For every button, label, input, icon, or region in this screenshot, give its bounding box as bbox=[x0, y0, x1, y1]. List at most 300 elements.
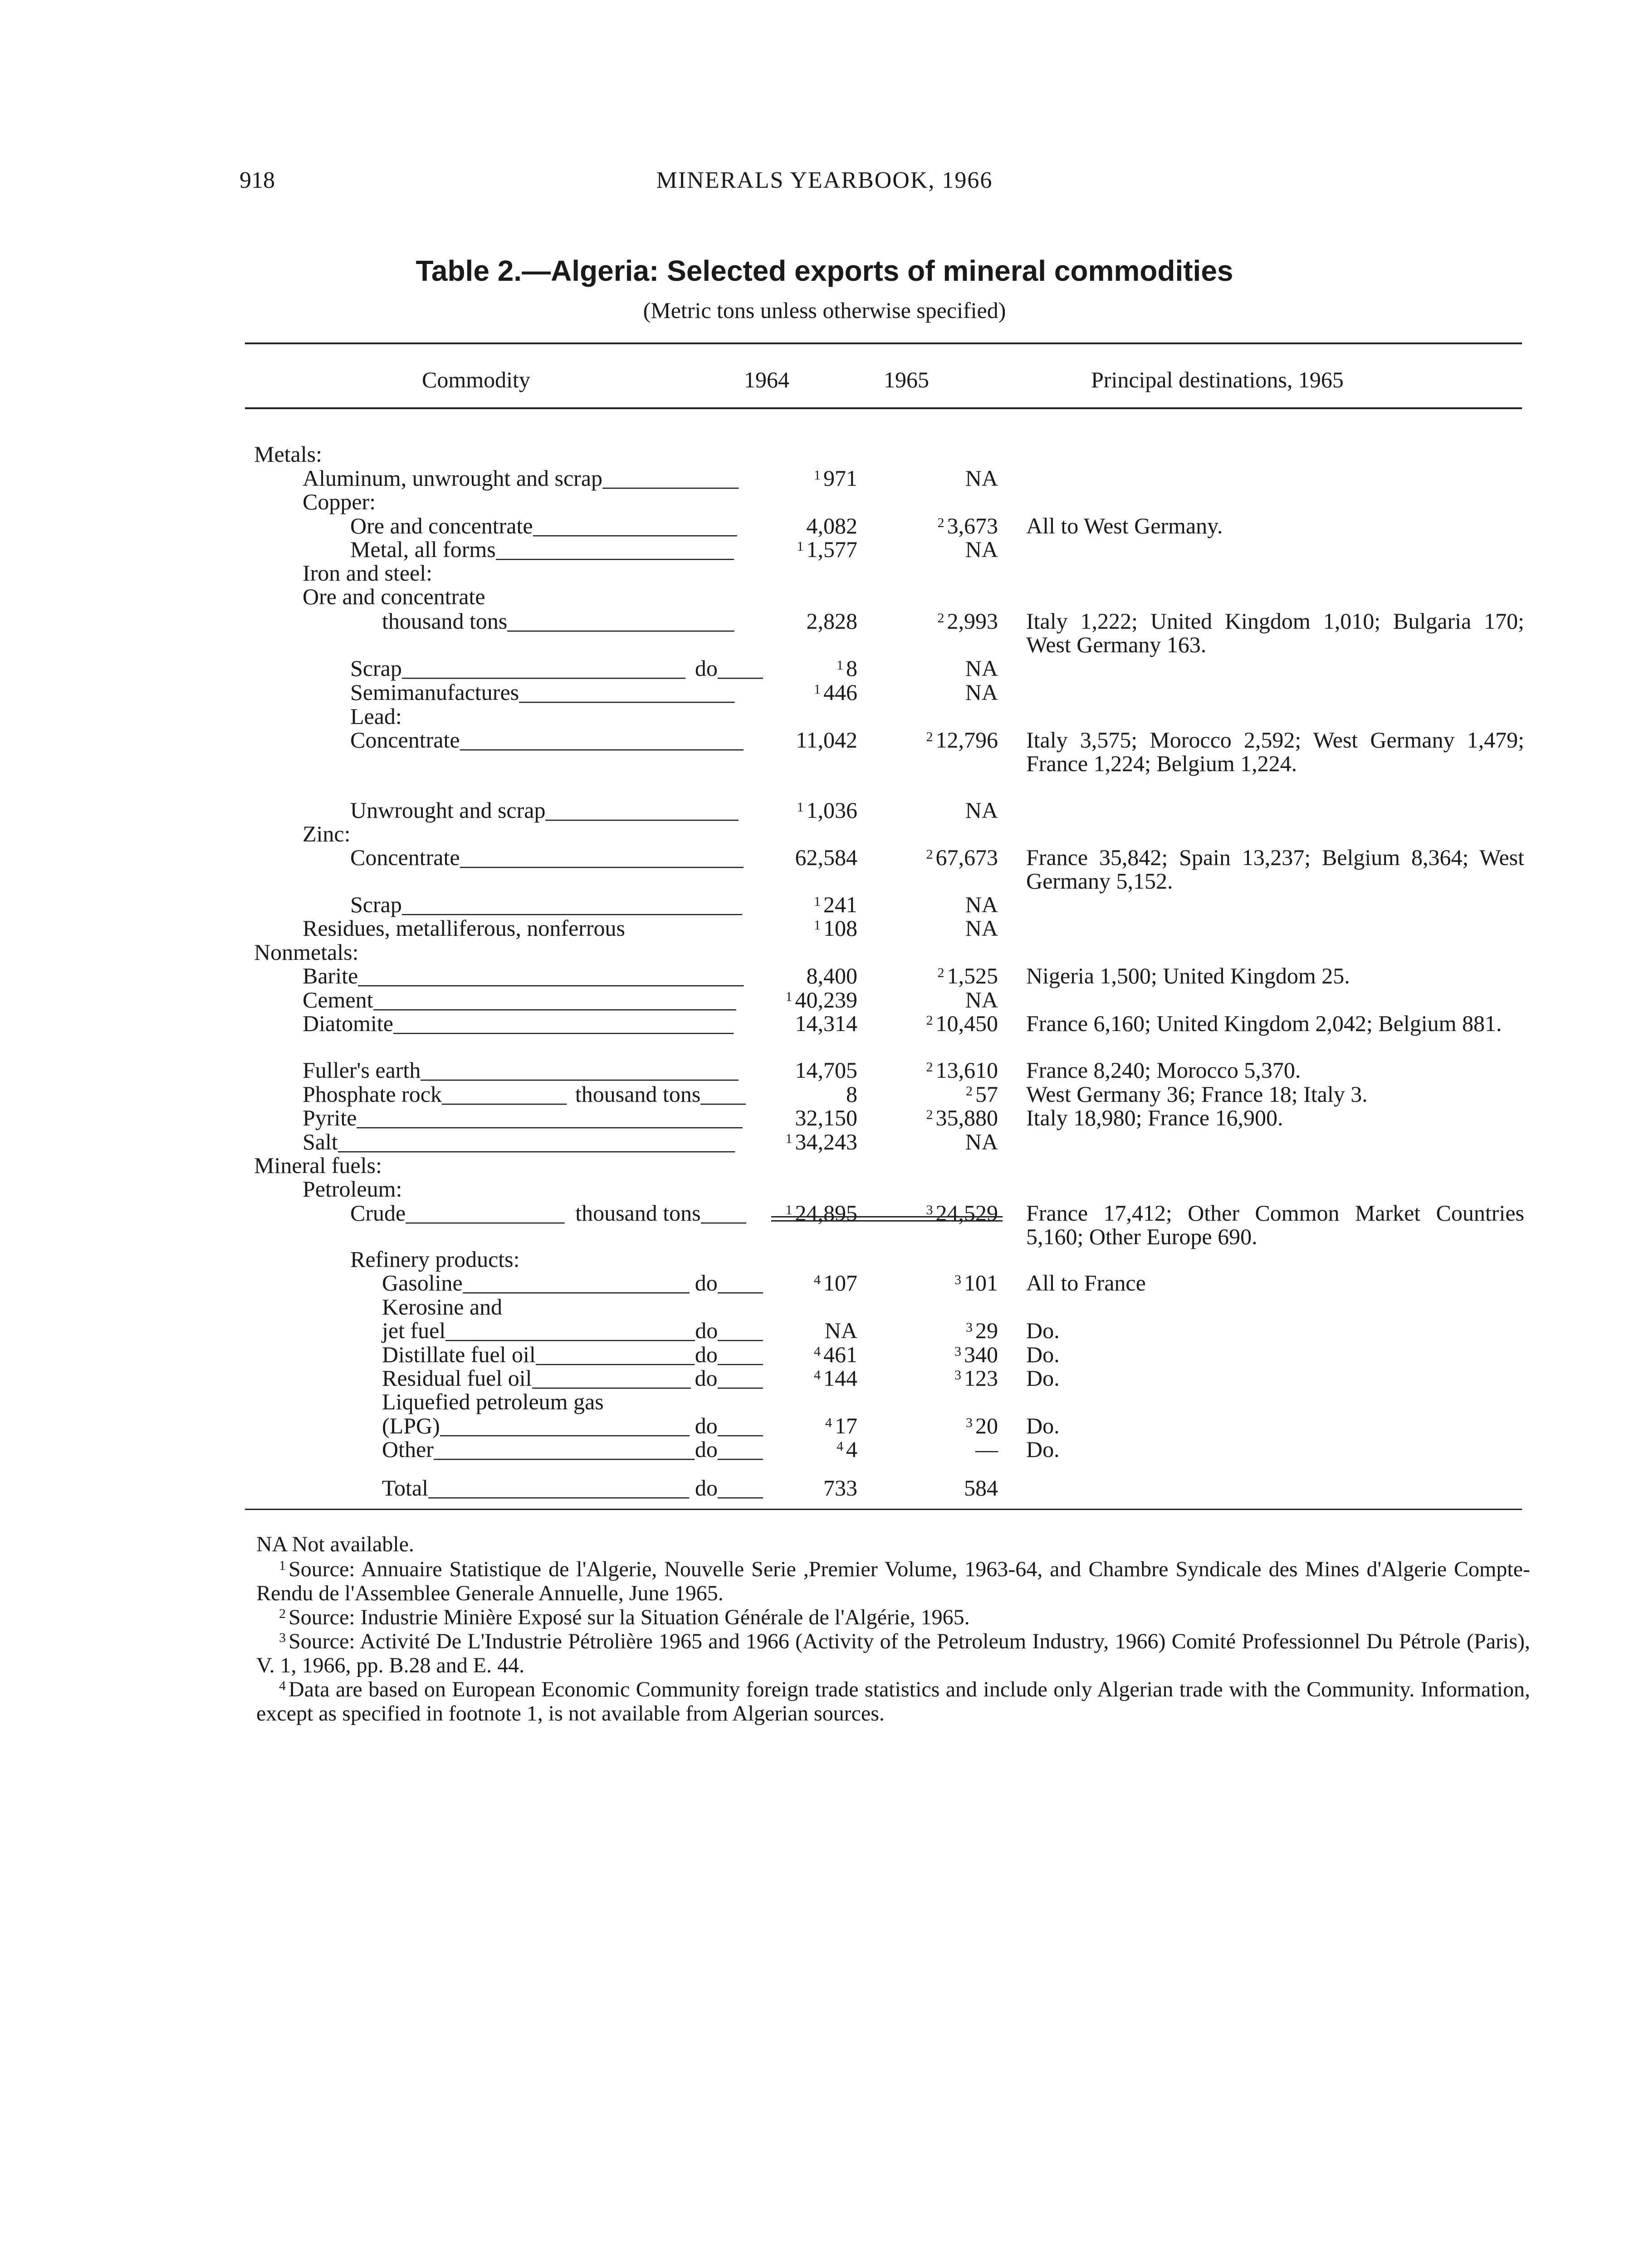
table-row bbox=[0, 1106, 1649, 1129]
dot-leader: _________________________ bbox=[401, 656, 685, 680]
commodity-cell bbox=[350, 728, 744, 752]
table-row bbox=[0, 514, 1649, 538]
value-1964: 17 bbox=[835, 1413, 857, 1438]
value-1964-cell bbox=[786, 1130, 858, 1154]
table-row bbox=[0, 1366, 1649, 1390]
dot-leader: _______________________ bbox=[433, 1437, 695, 1461]
running-title: MINERALS YEARBOOK, 1966 bbox=[656, 167, 993, 193]
value-1965-cell bbox=[965, 916, 998, 940]
value-1965: 584 bbox=[964, 1475, 998, 1501]
value-1964-cell bbox=[814, 1366, 857, 1390]
commodity-label: Metal, all forms bbox=[350, 537, 496, 562]
dot-leader: _________________ bbox=[545, 798, 739, 822]
commodity-label: Unwrought and scrap bbox=[350, 797, 546, 823]
commodity-label: Lead: bbox=[350, 704, 402, 729]
column-header-destinations: Principal destinations, 1965 bbox=[1091, 367, 1344, 392]
table-row bbox=[0, 1319, 1649, 1342]
dot-leader: ____ bbox=[717, 1271, 763, 1295]
value-1964-cell bbox=[814, 893, 857, 916]
value-1964: 241 bbox=[823, 892, 857, 917]
unit-label: thousand tons bbox=[575, 1200, 701, 1226]
value-1964-cell bbox=[823, 1476, 857, 1500]
table-row bbox=[0, 585, 1649, 608]
commodity-cell bbox=[303, 466, 744, 490]
footnote bbox=[256, 1677, 1530, 1725]
commodity-cell bbox=[303, 964, 744, 987]
unit-label: do bbox=[695, 1270, 718, 1295]
value-1964-cell bbox=[795, 1106, 858, 1129]
value-1965: NA bbox=[965, 797, 998, 823]
value-1965: 29 bbox=[975, 1318, 998, 1343]
value-1964-cell bbox=[837, 1437, 857, 1461]
commodity-cell bbox=[350, 893, 744, 916]
value-1964: 8 bbox=[846, 1081, 857, 1107]
value-1965-cell bbox=[926, 1012, 998, 1035]
footnote-ref: 2 bbox=[937, 515, 944, 530]
destinations-cell: All to France bbox=[1026, 1270, 1146, 1295]
value-1965-cell bbox=[965, 798, 998, 822]
table-row bbox=[0, 727, 1649, 776]
table-row bbox=[0, 845, 1649, 894]
table-row bbox=[0, 1271, 1649, 1295]
value-1965: NA bbox=[965, 915, 998, 941]
commodity-cell bbox=[382, 609, 744, 633]
commodity-label: Nonmetals: bbox=[254, 939, 359, 965]
table-row bbox=[0, 656, 1649, 680]
value-1964-cell bbox=[786, 988, 858, 1012]
footnote-ref: 3 bbox=[966, 1415, 973, 1430]
footnote-text: Data are based on European Economic Community foreign trade statistics and include only Algerian trade with the Community. Information, except as specified in footnote 1, is not available from Algerian sources. bbox=[256, 1677, 1530, 1725]
value-1964: 446 bbox=[823, 679, 857, 705]
table-row bbox=[0, 538, 1649, 561]
commodity-label: Other bbox=[382, 1437, 434, 1462]
value-1965-cell bbox=[954, 1366, 998, 1390]
commodity-label: Concentrate bbox=[350, 845, 460, 870]
table-row bbox=[0, 608, 1649, 657]
dot-leader: ____ bbox=[718, 1319, 763, 1342]
table-row bbox=[0, 1058, 1649, 1082]
dot-leader: ______________________ bbox=[440, 1414, 690, 1437]
commodity-label: Cement bbox=[303, 987, 373, 1012]
commodity-label: Kerosine and bbox=[382, 1294, 503, 1320]
footnote-ref: 2 bbox=[926, 847, 933, 862]
value-1965-cell bbox=[965, 538, 998, 561]
value-1965: NA bbox=[965, 537, 998, 562]
dot-leader: ____ bbox=[717, 1343, 763, 1366]
footnote-text: Source: Activité De L'Industrie Pétrolière 1965 and 1966 (Activity of the Petroleum Industry, 1966) Comité Professionnel Du Pétrole (Paris), V. 1, 1966, pp. B.28 and E. 44. bbox=[256, 1629, 1530, 1677]
commodity-label: Aluminum, unwrought and scrap bbox=[303, 465, 603, 491]
commodity-label: Metals: bbox=[254, 441, 322, 467]
footnote-text: Source: Industrie Minière Exposé sur la Situation Générale de l'Algérie, 1965. bbox=[289, 1605, 970, 1629]
page-number: 918 bbox=[240, 167, 275, 193]
commodity-cell bbox=[303, 916, 625, 940]
value-1965: NA bbox=[965, 987, 998, 1012]
value-1965-cell bbox=[966, 1319, 998, 1342]
commodity-cell bbox=[303, 1130, 744, 1154]
footnote-mark: 3 bbox=[279, 1630, 286, 1645]
table-row bbox=[0, 1437, 1649, 1461]
dot-leader: _______________________ bbox=[428, 1476, 690, 1500]
dot-leader: _________________________ bbox=[460, 846, 744, 869]
value-1965-cell bbox=[965, 893, 998, 916]
table-subtitle: (Metric tons unless otherwise specified) bbox=[643, 298, 1006, 323]
footnote-ref: 1 bbox=[797, 800, 804, 815]
value-1965: NA bbox=[965, 465, 998, 491]
commodity-label: Copper: bbox=[303, 489, 376, 514]
footnote bbox=[256, 1605, 1530, 1629]
value-1965: 10,450 bbox=[935, 1011, 998, 1036]
commodity-cell bbox=[350, 846, 744, 869]
commodity-cell bbox=[382, 1343, 763, 1366]
table-row bbox=[0, 1476, 1649, 1500]
value-1964: 14,705 bbox=[795, 1057, 857, 1083]
commodity-label: Petroleum: bbox=[303, 1176, 402, 1202]
dot-leader: ______________________________ bbox=[401, 893, 742, 916]
commodity-cell bbox=[303, 561, 432, 585]
dot-leader: _________________________ bbox=[460, 728, 744, 752]
dot-leader: ____ bbox=[700, 1082, 746, 1106]
value-1965-cell bbox=[975, 1437, 998, 1461]
commodity-label: Gasoline bbox=[382, 1270, 463, 1295]
table-title: Table 2.—Algeria: Selected exports of mineral commodities bbox=[416, 254, 1233, 287]
table-bottom-rule bbox=[245, 1509, 1522, 1510]
value-1965: 57 bbox=[975, 1081, 998, 1107]
table-row bbox=[0, 442, 1649, 466]
value-1965: 2,993 bbox=[947, 608, 998, 634]
destinations-cell: Italy 18,980; France 16,900. bbox=[1026, 1105, 1283, 1130]
table-notes bbox=[256, 1532, 1530, 1725]
value-1964: 8,400 bbox=[806, 963, 857, 988]
footnote-ref: 2 bbox=[926, 1013, 933, 1028]
commodity-label: Residual fuel oil bbox=[382, 1365, 532, 1391]
dot-leader: ____ bbox=[717, 1437, 763, 1461]
na-note: NA Not available. bbox=[256, 1532, 414, 1556]
unit-label: do bbox=[695, 1342, 718, 1367]
value-1964-cell bbox=[795, 846, 858, 869]
footnote-ref: 2 bbox=[926, 729, 933, 744]
value-1964-cell bbox=[837, 656, 857, 680]
footnote-ref: 1 bbox=[785, 1202, 793, 1217]
value-1965: 123 bbox=[964, 1365, 998, 1391]
dot-leader: ___________ bbox=[441, 1082, 567, 1106]
value-1965: 1,525 bbox=[947, 963, 998, 988]
table-row bbox=[0, 1414, 1649, 1437]
column-header-1965: 1965 bbox=[884, 367, 929, 392]
commodity-label: Ore and concentrate bbox=[303, 584, 485, 609]
footnote-list bbox=[256, 1557, 1530, 1725]
footnote bbox=[256, 1557, 1530, 1605]
dot-leader: ______________________ bbox=[445, 1319, 695, 1342]
footnote-ref: 2 bbox=[926, 1107, 933, 1122]
destinations-cell: Italy 1,222; United Kingdom 1,010; Bulgaria 170; West Germany 163. bbox=[1026, 608, 1524, 657]
dot-leader: ____ bbox=[718, 1476, 763, 1500]
value-1964: 107 bbox=[823, 1270, 857, 1295]
footnote-ref: 3 bbox=[926, 1202, 933, 1217]
value-1965-cell bbox=[954, 1343, 998, 1366]
value-1965: 340 bbox=[964, 1342, 998, 1367]
footnote-ref: 3 bbox=[954, 1344, 961, 1359]
commodity-label: jet fuel bbox=[382, 1318, 446, 1343]
commodity-label: (LPG) bbox=[382, 1413, 440, 1438]
dot-leader: _____________________ bbox=[495, 538, 734, 561]
footnote-ref: 4 bbox=[814, 1272, 821, 1287]
footnote-ref: 4 bbox=[825, 1415, 832, 1430]
dot-leader: ____________ bbox=[602, 466, 739, 490]
dot-leader: ____ bbox=[700, 1201, 746, 1225]
commodity-cell bbox=[382, 1437, 763, 1461]
value-1964: 11,042 bbox=[796, 727, 857, 753]
column-header-commodity: Commodity bbox=[422, 367, 530, 392]
destinations-cell: France 6,160; United Kingdom 2,042; Belgium 881. bbox=[1026, 1011, 1502, 1036]
value-1965: NA bbox=[965, 892, 998, 917]
commodity-label: Concentrate bbox=[350, 727, 460, 753]
commodity-cell bbox=[350, 538, 744, 561]
table-row bbox=[0, 1082, 1649, 1106]
value-1964: 4,082 bbox=[806, 513, 857, 538]
table-row bbox=[0, 1012, 1649, 1035]
value-1965-cell bbox=[965, 466, 998, 490]
value-1965-cell bbox=[965, 656, 998, 680]
value-1965: 20 bbox=[975, 1413, 998, 1438]
table-row bbox=[0, 704, 1649, 728]
value-1964: 40,239 bbox=[795, 987, 857, 1012]
commodity-label: Zinc: bbox=[303, 821, 351, 846]
unit-label: do bbox=[695, 1318, 718, 1343]
dot-leader: ______________ bbox=[406, 1201, 565, 1225]
commodity-label: Distillate fuel oil bbox=[382, 1342, 536, 1367]
commodity-label: Total bbox=[382, 1475, 429, 1501]
value-1964-cell bbox=[807, 964, 858, 987]
value-1964-cell bbox=[814, 1271, 857, 1295]
destinations-cell: Do. bbox=[1026, 1413, 1060, 1438]
commodity-cell bbox=[303, 1058, 744, 1082]
value-1964: 24,895 bbox=[795, 1200, 857, 1226]
commodity-cell bbox=[350, 704, 402, 728]
destinations-cell: Do. bbox=[1026, 1365, 1060, 1391]
value-1965: 67,673 bbox=[935, 845, 998, 870]
value-1965: 3,673 bbox=[947, 513, 998, 538]
commodity-cell bbox=[254, 940, 359, 964]
value-1965-cell bbox=[938, 514, 998, 538]
commodity-label: Scrap bbox=[350, 892, 402, 917]
destinations-cell: France 35,842; Spain 13,237; Belgium 8,364; West Germany 5,152. bbox=[1026, 845, 1524, 894]
commodity-cell bbox=[350, 1201, 746, 1225]
value-1965-cell bbox=[966, 1414, 998, 1437]
commodity-cell bbox=[303, 1177, 402, 1201]
commodity-label: Barite bbox=[303, 963, 358, 988]
value-1964: 14,314 bbox=[795, 1011, 857, 1036]
table-row bbox=[0, 940, 1649, 964]
commodity-cell bbox=[382, 1271, 763, 1295]
commodity-label: Crude bbox=[350, 1200, 406, 1226]
commodity-label: Mineral fuels: bbox=[254, 1153, 382, 1178]
destinations-cell: Do. bbox=[1026, 1318, 1060, 1343]
value-1965: NA bbox=[965, 1129, 998, 1154]
value-1965-cell bbox=[965, 988, 998, 1012]
destinations-cell: France 8,240; Morocco 5,370. bbox=[1026, 1057, 1301, 1083]
value-1964-cell bbox=[807, 514, 858, 538]
commodity-cell bbox=[382, 1414, 763, 1437]
table-row bbox=[0, 1295, 1649, 1319]
value-1964-cell bbox=[795, 1058, 858, 1082]
commodity-cell bbox=[350, 656, 763, 680]
footnote-ref: 4 bbox=[814, 1368, 821, 1383]
table-row bbox=[0, 893, 1649, 916]
value-1965: NA bbox=[965, 655, 998, 681]
value-1965-cell bbox=[965, 1130, 998, 1154]
destinations-cell: Do. bbox=[1026, 1342, 1060, 1367]
table-row bbox=[0, 1343, 1649, 1366]
value-1965: NA bbox=[965, 679, 998, 705]
footnote-ref: 3 bbox=[954, 1368, 961, 1383]
value-1964-cell bbox=[814, 466, 857, 490]
value-1964: 34,243 bbox=[795, 1129, 857, 1154]
commodity-cell bbox=[303, 1106, 744, 1129]
dot-leader: __________________________________ bbox=[357, 1106, 743, 1129]
commodity-cell bbox=[303, 490, 376, 513]
footnote-ref: 3 bbox=[966, 1320, 973, 1335]
value-1965-cell bbox=[966, 1082, 998, 1106]
value-1964: 108 bbox=[823, 915, 857, 941]
commodity-label: Liquefied petroleum gas bbox=[382, 1389, 604, 1414]
footnote bbox=[256, 1629, 1530, 1677]
dot-leader: ______________________________ bbox=[393, 1012, 734, 1035]
destinations-cell: West Germany 36; France 18; Italy 3. bbox=[1026, 1081, 1368, 1107]
table-row bbox=[0, 490, 1649, 513]
commodity-cell bbox=[303, 1012, 744, 1035]
commodity-label: thousand tons bbox=[382, 608, 508, 634]
value-1964-cell bbox=[814, 916, 857, 940]
table-row bbox=[0, 988, 1649, 1012]
dot-leader: ___________________ bbox=[519, 680, 735, 704]
value-1965: 13,610 bbox=[935, 1057, 998, 1083]
table-row bbox=[0, 798, 1649, 822]
footnote-ref: 2 bbox=[937, 611, 944, 626]
table-row bbox=[0, 1390, 1649, 1413]
unit-label: do bbox=[695, 1413, 718, 1438]
value-1964: 461 bbox=[823, 1342, 857, 1367]
commodity-cell bbox=[303, 988, 744, 1012]
value-1964: 1,036 bbox=[806, 797, 857, 823]
unit-label: do bbox=[695, 1475, 718, 1501]
footnote-ref: 2 bbox=[966, 1084, 973, 1099]
value-1964-cell bbox=[814, 1343, 857, 1366]
value-1964-cell bbox=[846, 1082, 857, 1106]
table-row bbox=[0, 822, 1649, 846]
footnote-ref: 1 bbox=[797, 539, 804, 554]
table-row bbox=[0, 916, 1649, 940]
commodity-cell bbox=[350, 680, 744, 704]
value-1964-cell bbox=[795, 1012, 858, 1035]
destinations-cell: Nigeria 1,500; United Kingdom 25. bbox=[1026, 963, 1350, 988]
footnote-mark: 1 bbox=[279, 1558, 286, 1573]
value-1965: 12,796 bbox=[935, 727, 998, 753]
commodity-label: Semimanufactures bbox=[350, 679, 519, 705]
unit-label: do bbox=[695, 1365, 718, 1391]
value-1964: 971 bbox=[823, 465, 857, 491]
value-1965: 35,880 bbox=[935, 1105, 998, 1130]
value-1964: NA bbox=[824, 1318, 857, 1343]
dot-leader: ____ bbox=[717, 656, 763, 680]
table-row bbox=[0, 1154, 1649, 1177]
dot-leader: __________________ bbox=[533, 514, 737, 538]
commodity-cell bbox=[254, 442, 322, 466]
dot-leader: ____________________ bbox=[507, 609, 734, 633]
dot-leader: ____ bbox=[717, 1366, 763, 1390]
value-1965: 24,529 bbox=[935, 1200, 998, 1226]
dot-leader: ___________________________________ bbox=[338, 1130, 735, 1154]
value-1965-cell bbox=[965, 680, 998, 704]
destinations-cell: Do. bbox=[1026, 1437, 1060, 1462]
dot-leader: ____ bbox=[717, 1414, 763, 1437]
value-1964-cell bbox=[825, 1414, 857, 1437]
footnote-ref: 1 bbox=[814, 918, 821, 933]
footnote-ref: 1 bbox=[814, 894, 821, 909]
footnote-text: Source: Annuaire Statistique de l'Algerie, Nouvelle Serie ,Premier Volume, 1963-64, and Chambre Syndicale des Mines d'Algerie Compte-Rendu de l'Assemblee Generale Annuelle, June 1965. bbox=[256, 1557, 1530, 1605]
footnote-ref: 3 bbox=[954, 1272, 961, 1287]
footnote-ref: 1 bbox=[837, 658, 843, 673]
table-row bbox=[0, 964, 1649, 987]
footnote-ref: 4 bbox=[814, 1344, 821, 1359]
value-1965: 101 bbox=[964, 1270, 998, 1295]
dot-leader: ____________________ bbox=[462, 1271, 690, 1295]
commodity-label: Ore and concentrate bbox=[350, 513, 533, 538]
value-1965-cell bbox=[954, 1271, 998, 1295]
footnote-ref: 2 bbox=[937, 965, 944, 980]
table-row bbox=[0, 1247, 1649, 1271]
table-row bbox=[0, 680, 1649, 704]
commodity-label: Residues, metalliferous, nonferrous bbox=[303, 915, 625, 941]
dot-leader: ________________________________ bbox=[373, 988, 736, 1012]
value-1965-cell bbox=[926, 846, 998, 869]
commodity-label: Scrap bbox=[350, 655, 402, 681]
commodity-label: Fuller's earth bbox=[303, 1057, 421, 1083]
commodity-cell bbox=[350, 1247, 520, 1271]
commodity-cell bbox=[382, 1295, 502, 1319]
value-1964: 4 bbox=[846, 1437, 857, 1462]
footnote-ref: 1 bbox=[785, 989, 793, 1004]
commodity-cell bbox=[350, 798, 744, 822]
value-1965: — bbox=[975, 1437, 998, 1462]
footnote-ref: 1 bbox=[785, 1131, 793, 1146]
commodity-label: Salt bbox=[303, 1129, 338, 1154]
dot-leader: ______________ bbox=[532, 1366, 691, 1390]
commodity-label: Refinery products: bbox=[350, 1246, 520, 1272]
value-1964-cell bbox=[797, 538, 858, 561]
table-row bbox=[0, 466, 1649, 490]
commodity-cell bbox=[254, 1154, 382, 1177]
value-1964-cell bbox=[825, 1319, 857, 1342]
footnote-ref: 1 bbox=[814, 682, 821, 697]
value-1964-cell bbox=[814, 680, 857, 704]
value-1964: 62,584 bbox=[795, 845, 857, 870]
value-1964: 144 bbox=[823, 1365, 857, 1391]
value-1965-cell bbox=[926, 1058, 998, 1082]
value-1965-cell bbox=[926, 1106, 998, 1129]
commodity-cell bbox=[303, 822, 351, 846]
footnote-ref: 1 bbox=[814, 468, 821, 483]
footnote-ref: 4 bbox=[837, 1439, 843, 1454]
value-1964: 733 bbox=[823, 1475, 857, 1501]
value-1964: 1,577 bbox=[806, 537, 857, 562]
commodity-cell bbox=[350, 514, 744, 538]
unit-label: do bbox=[695, 1437, 718, 1462]
commodity-label: Iron and steel: bbox=[303, 560, 433, 586]
commodity-label: Phosphate rock bbox=[303, 1081, 442, 1107]
commodity-cell bbox=[303, 1082, 746, 1106]
commodity-cell bbox=[303, 585, 485, 608]
value-1964: 32,150 bbox=[795, 1105, 857, 1130]
